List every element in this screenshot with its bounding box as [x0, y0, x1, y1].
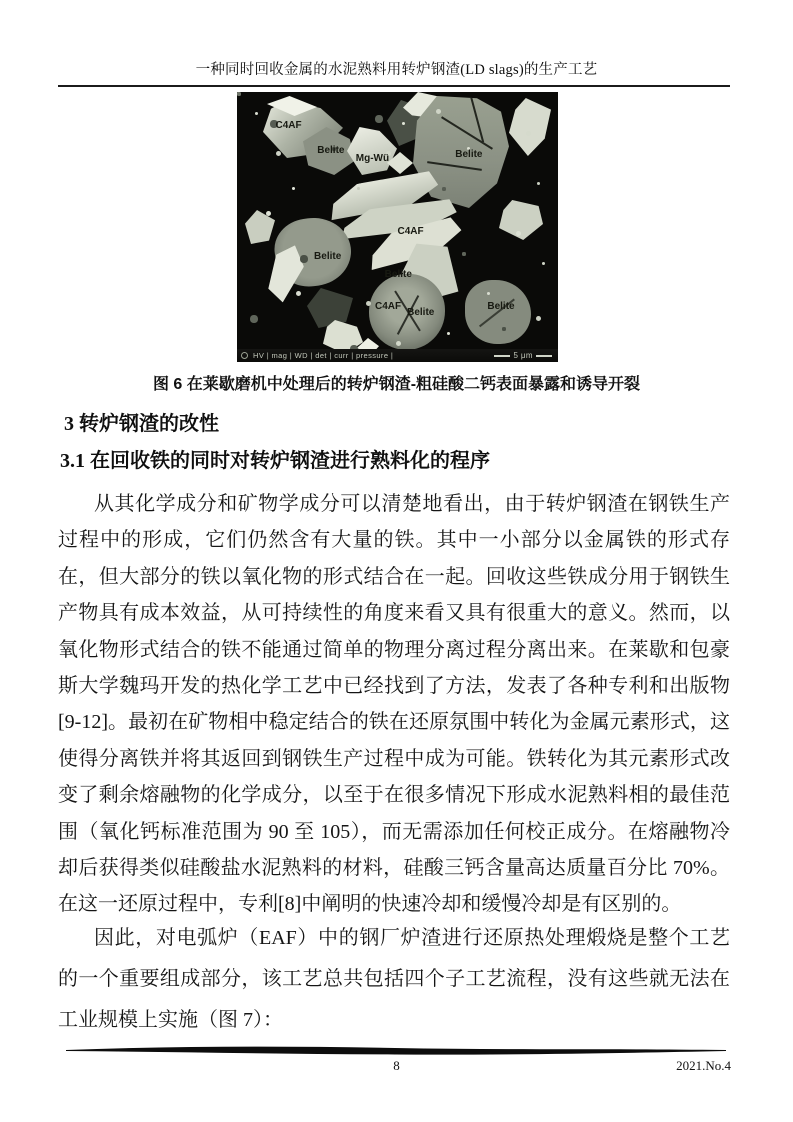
sem-statusbar-fields: HV | mag | WD | det | curr | pressure | — [253, 351, 394, 360]
sem-crack — [441, 116, 493, 149]
sem-phase-label: Belite — [384, 268, 412, 280]
issue-label: 2021.No.4 — [676, 1058, 731, 1073]
sem-vendor-logo-icon — [241, 352, 248, 359]
scalebar-line — [494, 355, 510, 357]
footer-rule — [64, 1044, 728, 1057]
page-header-title: 一种同时回收金属的水泥熟料用转炉钢渣(LD slags)的生产工艺 — [195, 62, 598, 78]
header-rule — [58, 85, 730, 87]
sem-particle — [307, 288, 353, 328]
scalebar-line — [536, 355, 552, 357]
sem-phase-label: Belite — [407, 306, 435, 318]
sem-particle — [509, 98, 551, 156]
body-paragraph-2: 因此，对电弧炉（EAF）中的钢厂炉渣进行还原热处理煅烧是整个工艺的一个重要组成部分，该工艺总共包括四个子工艺流程，没有这些就无法在工业规模上实施（图 7）： — [58, 927, 730, 1031]
figure-caption: 图 6 在莱歇磨机中处理后的转炉钢渣-粗硅酸二钙表面暴露和诱导开裂 — [152, 376, 641, 393]
sem-particle — [245, 210, 275, 244]
sem-phase-label: Belite — [455, 148, 483, 160]
section-heading: 3 转炉钢渣的改性 — [64, 413, 219, 435]
sem-statusbar — [237, 349, 558, 362]
sem-scalebar — [494, 351, 552, 360]
figure-6-sem-micrograph — [237, 92, 558, 362]
sem-phase-label: Belite — [314, 251, 342, 263]
sem-phase-label: C4AF — [375, 301, 402, 313]
sem-phase-label: C4AF — [397, 225, 424, 237]
sem-phase-label: C4AF — [275, 120, 302, 132]
scalebar-label: 5 μm — [513, 351, 533, 360]
page-number: 8 — [393, 1058, 400, 1073]
sem-particle — [347, 127, 397, 175]
sem-speckles — [237, 92, 241, 96]
sem-phase-label: Belite — [317, 144, 345, 156]
sem-crack — [427, 162, 482, 172]
sem-phase-label: Belite — [487, 301, 515, 313]
sem-phase-label: Mg-Wü — [355, 152, 390, 164]
body-paragraph-1: 从其化学成分和矿物学成分可以清楚地看出，由于转炉钢渣在钢铁生产过程中的形成，它们仍然含有大量的铁。其中一小部分以金属铁的形式存在，但大部分的铁以氧化物的形式结合在一起。回收这些铁成分用于钢铁生产物具有成本效益，从可持续性的角度来看又具有很重大的意义。然而，以氧化物形式结合的铁不能通过简单的物理分离过程分离出来。在莱歇和包豪斯大学魏玛开发的热化学工艺中已经找到了方法，发表了各种专利和出版物[9-12]。最初在矿物相中稳定结合的铁在还原氛围中转化为金属元素形式，这使得分离铁并将其返回到钢铁生产过程中成为可能。铁转化为其元素形式改变了剩余熔融物的化学成分，以至于在很多情况下形成水泥熟料相的最佳范围（氧化钙标准范围为 90 至 105），而无需添加任何校正成分。在熔融物冷却后获得类似硅酸盐水泥熟料的材料，硅酸三钙含量高达质量百分比 70%。在这一还原过程中，专利[8]中阐明的快速冷却和缓慢冷却是有区别的。 — [58, 493, 730, 916]
sem-particle — [499, 200, 543, 240]
subsection-heading: 3.1 在回收铁的同时对转炉钢渣进行熟料化的程序 — [60, 450, 490, 472]
